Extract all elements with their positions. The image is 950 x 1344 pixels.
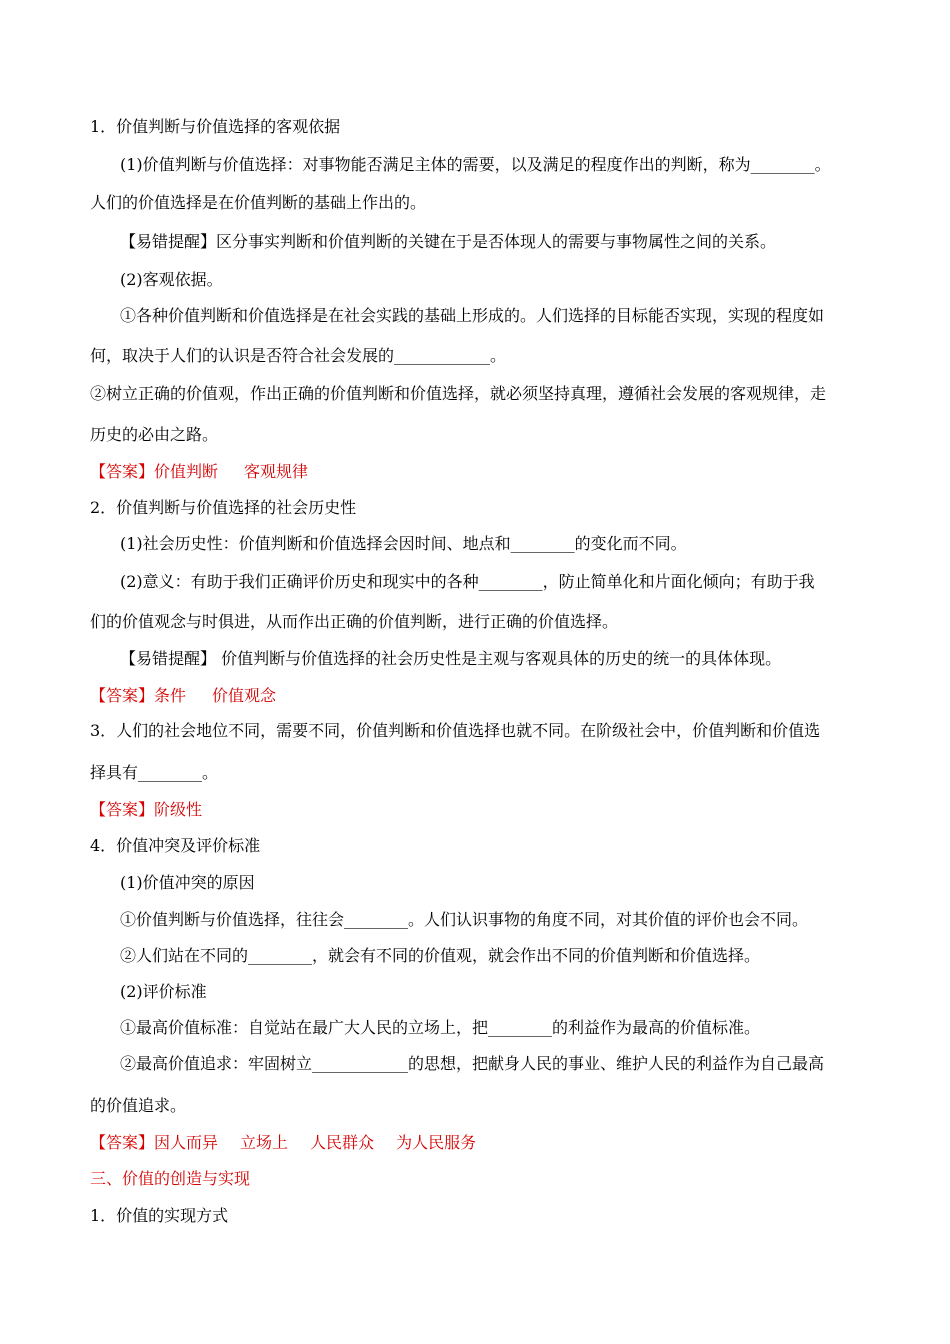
item-4-heading: 4．价值冲突及评价标准 xyxy=(90,836,261,855)
answer-value: 立场上 xyxy=(240,1133,289,1152)
item-1-point-1: ①各种价值判断和价值选择是在社会实践的基础上形成的。人们选择的目标能否实现，实现的程度如 xyxy=(120,306,825,325)
answer-value: 阶级性 xyxy=(154,800,203,819)
answer-value: 价值观念 xyxy=(212,686,277,705)
item-1-part-1-cont: 人们的价值选择是在价值判断的基础上作出的。 xyxy=(90,193,427,212)
item-4-point-4: ②最高价值追求：牢固树立____________的思想，把献身人民的事业、维护人民的利益作为自己最高 xyxy=(120,1054,825,1073)
error-tip-1: 【易错提醒】区分事实判断和价值判断的关键在于是否体现人的需要与事物属性之间的关系。 xyxy=(120,232,777,251)
item-4-part-1: (1)价值冲突的原因 xyxy=(120,873,255,892)
answer-label: 【答案】 xyxy=(90,1133,155,1152)
item-4-point-4-cont: 的价值追求。 xyxy=(90,1096,187,1115)
answer-value: 客观规律 xyxy=(244,462,309,481)
error-tip-2: 【易错提醒】 价值判断与价值选择的社会历史性是主观与客观具体的历史的统一的具体体现。 xyxy=(120,649,782,668)
answer-value: 条件 xyxy=(154,686,187,705)
answer-3 xyxy=(90,800,202,820)
item-4-point-2: ②人们站在不同的________，就会有不同的价值观，就会作出不同的价值判断和价值选择。 xyxy=(120,946,761,965)
item-1-heading: 1．价值判断与价值选择的客观依据 xyxy=(90,117,341,136)
item-2-heading: 2．价值判断与价值选择的社会历史性 xyxy=(90,498,357,517)
answer-value: 为人民服务 xyxy=(396,1133,477,1152)
answer-value: 价值判断 xyxy=(154,462,219,481)
item-4-part-2: (2)评价标准 xyxy=(120,982,207,1001)
item-2-part-2: (2)意义：有助于我们正确评价历史和现实中的各种________，防止简单化和片面化倾向；有助于我 xyxy=(120,572,815,591)
item-1-point-2: ②树立正确的价值观，作出正确的价值判断和价值选择，就必须坚持真理，遵循社会发展的客观规律，走 xyxy=(90,384,827,403)
item-1-point-2-cont: 历史的必由之路。 xyxy=(90,425,219,444)
answer-1 xyxy=(90,462,308,482)
answer-label: 【答案】 xyxy=(90,686,155,705)
item-4-point-3: ①最高价值标准：自觉站在最广大人民的立场上，把________的利益作为最高的价值标准。 xyxy=(120,1018,761,1037)
item-2-part-2-cont: 们的价值观念与时俱进，从而作出正确的价值判断，进行正确的价值选择。 xyxy=(90,612,619,631)
answer-4 xyxy=(90,1133,476,1153)
answer-2 xyxy=(90,686,276,706)
item-1-point-1-cont: 何，取决于人们的认识是否符合社会发展的____________。 xyxy=(90,346,507,365)
answer-value: 因人而异 xyxy=(154,1133,219,1152)
answer-label: 【答案】 xyxy=(90,800,155,819)
item-2-part-1: (1)社会历史性：价值判断和价值选择会因时间、地点和________的变化而不同。 xyxy=(120,534,687,553)
item-3: 3．人们的社会地位不同，需要不同，价值判断和价值选择也就不同。在阶级社会中，价值判断和价值选 xyxy=(90,721,821,740)
item-1-value-realization: 1．价值的实现方式 xyxy=(90,1206,229,1225)
item-1-part-1: (1)价值判断与价值选择：对事物能否满足主体的需要，以及满足的程度作出的判断，称为________。 xyxy=(120,155,831,174)
section-heading: 三、价值的创造与实现 xyxy=(90,1169,251,1188)
item-3-cont: 择具有________。 xyxy=(90,763,219,782)
answer-value: 人民群众 xyxy=(310,1133,375,1152)
item-4-point-1: ①价值判断与价值选择，往往会________。人们认识事物的角度不同，对其价值的评价也会不同。 xyxy=(120,910,809,929)
item-1-part-2: (2)客观依据。 xyxy=(120,270,223,289)
answer-label: 【答案】 xyxy=(90,462,155,481)
